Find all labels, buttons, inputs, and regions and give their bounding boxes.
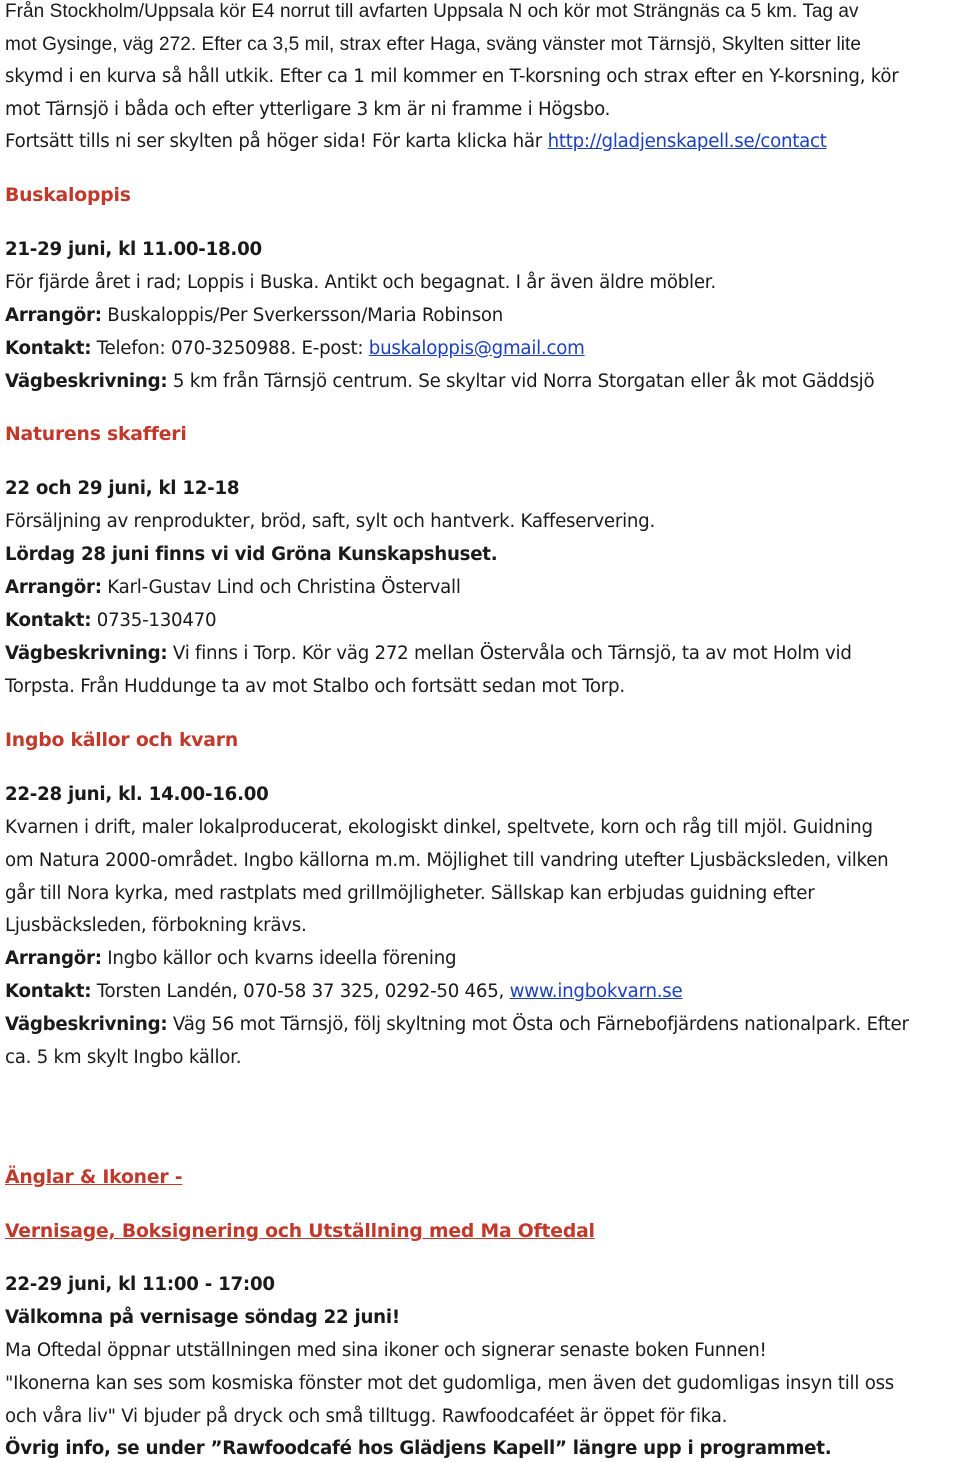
- organizer-label: Arrangör:: [5, 948, 102, 969]
- anglar-title: Änglar & Ikoner -: [5, 1167, 183, 1188]
- naturens-date: 22 och 29 juni, kl 12-18: [5, 478, 240, 499]
- intro-map-text: Fortsätt tills ni ser skylten på höger sida! För karta klicka här: [5, 131, 548, 152]
- naturens-note: Lördag 28 juni finns vi vid Gröna Kunskapshuset.: [5, 544, 498, 565]
- contact-value: 0735-130470: [91, 610, 217, 631]
- buskaloppis-desc: För fjärde året i rad; Loppis i Buska. Antikt och begagnat. I år även äldre möbler.: [5, 272, 716, 293]
- ingbo-date: 22-28 juni, kl. 14.00-16.00: [5, 784, 269, 805]
- organizer-value: Karl-Gustav Lind och Christina Östervall: [101, 577, 461, 598]
- buskaloppis-organizer: [5, 304, 955, 328]
- ingbo-directions: [5, 1013, 955, 1037]
- intro-line-2: mot Gysinge, väg 272. Efter ca 3,5 mil, strax efter Haga, sväng vänster mot Tärnsjö, Skylten sitter lite: [5, 34, 861, 55]
- naturens-desc: Försäljning av renprodukter, bröd, saft, sylt och hantverk. Kaffeservering.: [5, 511, 656, 532]
- directions-value: 5 km från Tärnsjö centrum. Se skyltar vid Norra Storgatan eller åk mot Gäddsjö: [167, 371, 875, 392]
- naturens-title: Naturens skafferi: [5, 424, 187, 445]
- ingbo-desc-4: Ljusbäcksleden, förbokning krävs.: [5, 915, 307, 936]
- directions-label: Vägbeskrivning:: [5, 643, 168, 664]
- buskaloppis-directions: [5, 370, 955, 394]
- ingbo-desc-1: Kvarnen i drift, maler lokalproducerat, ekologiskt dinkel, speltvete, korn och råg till mjöl. Guidning: [5, 817, 873, 838]
- organizer-label: Arrangör:: [5, 305, 102, 326]
- email-link[interactable]: buskaloppis@gmail.com: [368, 338, 585, 359]
- directions-value: Väg 56 mot Tärnsjö, följ skyltning mot Östa och Färnebofjärdens nationalpark. Efter: [167, 1014, 909, 1035]
- map-link[interactable]: http://gladjenskapell.se/contact: [547, 131, 827, 152]
- buskaloppis-date: 21-29 juni, kl 11.00-18.00: [5, 239, 262, 260]
- naturens-contact: [5, 609, 955, 633]
- anglar-date: 22-29 juni, kl 11:00 - 17:00: [5, 1274, 275, 1295]
- ingbo-desc-3: går till Nora kyrka, med rastplats med grillmöjligheter. Sällskap kan erbjudas guidning efter: [5, 883, 815, 904]
- buskaloppis-title: Buskaloppis: [5, 185, 131, 206]
- organizer-label: Arrangör:: [5, 577, 102, 598]
- intro-line-5: [5, 130, 955, 154]
- directions-value: Vi finns i Torp. Kör väg 272 mellan Östervåla och Tärnsjö, ta av mot Holm vid: [167, 643, 852, 664]
- intro-line-4: mot Tärnsjö i båda och efter ytterligare 3 km är ni framme i Högsbo.: [5, 99, 611, 120]
- contact-value: Telefon: 070-3250988. E-post:: [91, 338, 369, 359]
- anglar-welcome: Välkomna på vernisage söndag 22 juni!: [5, 1307, 400, 1328]
- directions-label: Vägbeskrivning:: [5, 371, 168, 392]
- website-link[interactable]: www.ingbokvarn.se: [509, 981, 683, 1002]
- contact-label: Kontakt:: [5, 981, 92, 1002]
- intro-line-3: skymd i en kurva så håll utkik. Efter ca 1 mil kommer en T-korsning och strax efter en Y-korsning, kör: [5, 66, 899, 87]
- intro-line-1: Från Stockholm/Uppsala kör E4 norrut till avfarten Uppsala N och kör mot Strängnäs ca 5 km. Tag av: [5, 1, 859, 22]
- ingbo-directions-2: ca. 5 km skylt Ingbo källor.: [5, 1047, 242, 1068]
- ingbo-contact: [5, 980, 955, 1004]
- organizer-value: Ingbo källor och kvarns ideella förening: [101, 948, 457, 969]
- ingbo-title: Ingbo källor och kvarn: [5, 730, 239, 751]
- buskaloppis-contact: [5, 337, 955, 361]
- naturens-directions-2: Torpsta. Från Huddunge ta av mot Stalbo och fortsätt sedan mot Torp.: [5, 676, 625, 697]
- anglar-desc-3: och våra liv" Vi bjuder på dryck och små tilltugg. Rawfoodcaféet är öppet för fika.: [5, 1406, 728, 1427]
- anglar-info: Övrig info, se under ”Rawfoodcafé hos Glädjens Kapell” längre upp i programmet.: [5, 1438, 832, 1459]
- contact-label: Kontakt:: [5, 338, 92, 359]
- anglar-subtitle: Vernisage, Boksignering och Utställning med Ma Oftedal: [5, 1221, 595, 1242]
- naturens-directions: [5, 642, 955, 666]
- organizer-value: Buskaloppis/Per Sverkersson/Maria Robinson: [101, 305, 504, 326]
- naturens-organizer: [5, 576, 955, 600]
- ingbo-desc-2: om Natura 2000-området. Ingbo källorna m.m. Möjlighet till vandring utefter Ljusbäcksleden, vilken: [5, 850, 889, 871]
- anglar-desc-2: "Ikonerna kan ses som kosmiska fönster mot det gudomliga, men även det gudomligas insyn till oss: [5, 1373, 895, 1394]
- contact-label: Kontakt:: [5, 610, 92, 631]
- ingbo-organizer: [5, 947, 955, 971]
- directions-label: Vägbeskrivning:: [5, 1014, 168, 1035]
- contact-value: Torsten Landén, 070-58 37 325, 0292-50 465,: [91, 981, 510, 1002]
- anglar-desc-1: Ma Oftedal öppnar utställningen med sina ikoner och signerar senaste boken Funnen!: [5, 1340, 767, 1361]
